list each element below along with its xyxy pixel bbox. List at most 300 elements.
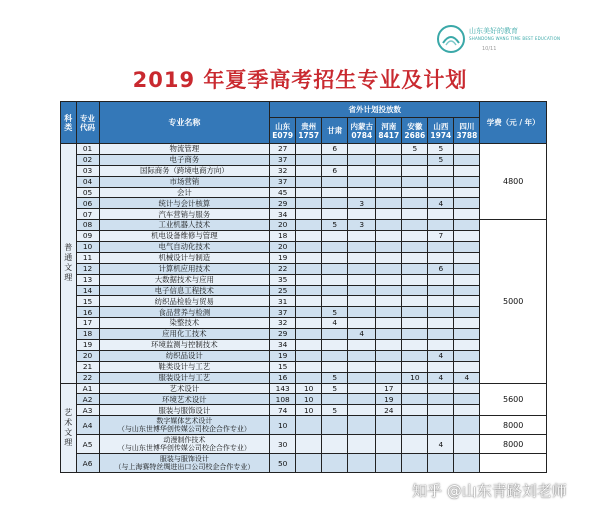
major-name-main: 动漫制作技术 <box>163 435 206 444</box>
tuition-fee <box>480 454 547 473</box>
table-row <box>61 307 547 318</box>
major-code: A5 <box>76 435 99 454</box>
plan-count <box>402 435 428 454</box>
plan-count <box>454 307 480 318</box>
plan-count <box>428 394 454 405</box>
plan-count <box>402 329 428 340</box>
province-name: 内蒙古 <box>350 121 374 131</box>
major-name: 电子信息工程技术 <box>99 285 270 296</box>
table-row <box>61 318 547 329</box>
plan-count: 45 <box>270 187 296 198</box>
plan-count <box>348 383 376 394</box>
plan-count <box>376 176 402 187</box>
major-name: 鞋类设计与工艺 <box>99 361 270 372</box>
province-code: 2686 <box>404 130 426 140</box>
plan-count <box>296 263 322 274</box>
plan-count <box>348 350 376 361</box>
plan-count <box>348 209 376 220</box>
major-name: 汽车营销与服务 <box>99 209 270 220</box>
major-name: 电气自动化技术 <box>99 242 270 253</box>
plan-count <box>322 242 348 253</box>
table-row <box>61 372 547 383</box>
plan-count: 5 <box>428 154 454 165</box>
major-name: 艺术设计 <box>99 383 270 394</box>
plan-count <box>454 285 480 296</box>
plan-count <box>296 454 322 473</box>
plan-count <box>296 242 322 253</box>
plan-count <box>322 340 348 351</box>
plan-count <box>296 329 322 340</box>
major-code: 10 <box>76 242 99 253</box>
plan-count <box>402 285 428 296</box>
major-name: 环境监测与控制技术 <box>99 340 270 351</box>
plan-count <box>376 350 402 361</box>
category-general: 普通文理 <box>61 144 77 384</box>
table-row <box>61 361 547 372</box>
plan-count: 3 <box>348 198 376 209</box>
plan-count <box>376 340 402 351</box>
plan-count <box>454 405 480 416</box>
plan-count <box>322 231 348 242</box>
province-name: 山东 <box>275 121 291 131</box>
plan-count <box>296 176 322 187</box>
plan-count <box>348 165 376 176</box>
table-row <box>61 329 547 340</box>
plan-count <box>376 318 402 329</box>
plan-count <box>428 416 454 435</box>
major-name-partner: （与山东世博华创传媒公司校企合作专业） <box>117 444 251 453</box>
plan-count: 4 <box>428 435 454 454</box>
major-code: 11 <box>76 252 99 263</box>
plan-count <box>348 454 376 473</box>
plan-count <box>428 296 454 307</box>
plan-count <box>296 144 322 155</box>
plan-count <box>402 187 428 198</box>
plan-count <box>376 165 402 176</box>
province-name: 四川 <box>459 121 475 131</box>
plan-count: 5 <box>322 307 348 318</box>
plan-count <box>454 144 480 155</box>
plan-count: 5 <box>428 144 454 155</box>
major-code: 14 <box>76 285 99 296</box>
plan-count <box>454 350 480 361</box>
plan-count <box>402 263 428 274</box>
table-row <box>61 435 547 454</box>
plan-count <box>428 318 454 329</box>
major-code: 12 <box>76 263 99 274</box>
plan-count <box>402 350 428 361</box>
plan-count <box>376 307 402 318</box>
plan-count <box>402 361 428 372</box>
major-code: 22 <box>76 372 99 383</box>
school-logo <box>436 22 566 56</box>
table-row <box>61 454 547 473</box>
plan-count <box>454 340 480 351</box>
plan-count <box>428 405 454 416</box>
province-code: 0784 <box>351 130 373 140</box>
plan-count <box>322 329 348 340</box>
plan-count <box>454 329 480 340</box>
plan-count <box>376 285 402 296</box>
table-row <box>61 144 547 155</box>
plan-count <box>454 252 480 263</box>
plan-count <box>454 231 480 242</box>
plan-count <box>348 187 376 198</box>
plan-count <box>348 340 376 351</box>
plan-count <box>376 296 402 307</box>
header-province <box>270 118 296 144</box>
major-code: 17 <box>76 318 99 329</box>
plan-count <box>454 176 480 187</box>
tuition-fee: 8000 <box>480 435 547 454</box>
plan-count <box>296 165 322 176</box>
plan-count <box>296 198 322 209</box>
plan-count <box>376 209 402 220</box>
plan-count: 7 <box>428 231 454 242</box>
table-row <box>61 394 547 405</box>
table-row <box>61 209 547 220</box>
plan-count <box>402 307 428 318</box>
plan-count <box>322 263 348 274</box>
major-code: A6 <box>76 454 99 473</box>
tuition-fee: 5000 <box>480 220 547 383</box>
plan-count <box>376 144 402 155</box>
plan-count <box>348 405 376 416</box>
plan-count: 37 <box>270 154 296 165</box>
major-code: A1 <box>76 383 99 394</box>
plan-count <box>428 285 454 296</box>
plan-count <box>348 242 376 253</box>
plan-count: 10 <box>402 372 428 383</box>
plan-count: 10 <box>296 405 322 416</box>
plan-count <box>402 165 428 176</box>
plan-count: 25 <box>270 285 296 296</box>
header-tuition: 学费（元 / 年） <box>480 102 547 144</box>
plan-count <box>296 252 322 263</box>
province-code: 1974 <box>430 130 452 140</box>
plan-count <box>376 454 402 473</box>
major-code: A3 <box>76 405 99 416</box>
tuition-fee: 5600 <box>480 383 547 416</box>
plan-count <box>322 296 348 307</box>
major-name: 食品营养与检测 <box>99 307 270 318</box>
plan-count <box>454 318 480 329</box>
table-row <box>61 296 547 307</box>
table-row <box>61 350 547 361</box>
plan-count <box>402 318 428 329</box>
plan-count <box>402 209 428 220</box>
major-name <box>99 435 270 454</box>
plan-count: 19 <box>376 394 402 405</box>
plan-count <box>428 220 454 231</box>
table-row <box>61 285 547 296</box>
plan-count <box>322 209 348 220</box>
plan-count <box>296 220 322 231</box>
plan-count <box>296 187 322 198</box>
major-name: 工业机器人技术 <box>99 220 270 231</box>
plan-count <box>348 154 376 165</box>
plan-count <box>402 231 428 242</box>
plan-count <box>402 176 428 187</box>
table-row <box>61 187 547 198</box>
header-province <box>296 118 322 144</box>
plan-count <box>296 372 322 383</box>
plan-count <box>348 274 376 285</box>
major-code: A4 <box>76 416 99 435</box>
plan-count <box>428 165 454 176</box>
plan-count: 4 <box>348 329 376 340</box>
major-name: 服装设计与工艺 <box>99 372 270 383</box>
major-code: 04 <box>76 176 99 187</box>
plan-count <box>322 154 348 165</box>
table-row <box>61 242 547 253</box>
major-name: 计算机应用技术 <box>99 263 270 274</box>
plan-count <box>322 285 348 296</box>
major-code: 05 <box>76 187 99 198</box>
plan-count: 37 <box>270 176 296 187</box>
province-name: 甘肃 <box>327 126 343 135</box>
plan-count <box>454 242 480 253</box>
plan-count <box>402 454 428 473</box>
plan-count: 32 <box>270 165 296 176</box>
plan-count: 108 <box>270 394 296 405</box>
plan-count: 4 <box>428 372 454 383</box>
plan-count <box>454 361 480 372</box>
tuition-fee: 4800 <box>480 144 547 220</box>
province-name: 山西 <box>433 121 449 131</box>
plan-count: 143 <box>270 383 296 394</box>
plan-count <box>322 274 348 285</box>
plan-count: 37 <box>270 307 296 318</box>
plan-count <box>454 274 480 285</box>
plan-count <box>428 242 454 253</box>
table-row <box>61 274 547 285</box>
plan-count: 6 <box>322 165 348 176</box>
major-code: 13 <box>76 274 99 285</box>
major-code: 03 <box>76 165 99 176</box>
plan-count: 10 <box>296 394 322 405</box>
major-name: 机械设计与制造 <box>99 252 270 263</box>
plan-count: 5 <box>322 220 348 231</box>
page-number: 10/11 <box>482 46 497 52</box>
plan-count <box>296 318 322 329</box>
plan-count: 15 <box>270 361 296 372</box>
plan-count <box>454 154 480 165</box>
plan-count <box>402 383 428 394</box>
plan-count <box>454 263 480 274</box>
plan-count <box>402 340 428 351</box>
plan-count <box>376 187 402 198</box>
plan-count: 16 <box>270 372 296 383</box>
plan-count <box>376 198 402 209</box>
table-row <box>61 231 547 242</box>
province-code: 3788 <box>456 130 478 140</box>
plan-count: 4 <box>454 372 480 383</box>
header-out-of-province-plan: 省外计划投放数 <box>270 102 480 118</box>
major-name: 纺织品检验与贸易 <box>99 296 270 307</box>
plan-count <box>454 187 480 198</box>
plan-count: 50 <box>270 454 296 473</box>
major-code: 16 <box>76 307 99 318</box>
plan-count: 24 <box>376 405 402 416</box>
major-name-partner: （与山东世博华创传媒公司校企合作专业） <box>117 425 251 434</box>
major-code: 02 <box>76 154 99 165</box>
plan-count: 5 <box>322 383 348 394</box>
logo-name: 山东美好的教育 <box>469 27 518 35</box>
plan-count <box>454 209 480 220</box>
major-code: 20 <box>76 350 99 361</box>
plan-count <box>402 405 428 416</box>
plan-count <box>296 154 322 165</box>
major-name: 电子商务 <box>99 154 270 165</box>
header-province <box>348 118 376 144</box>
plan-count: 22 <box>270 263 296 274</box>
plan-count <box>428 340 454 351</box>
plan-count: 34 <box>270 209 296 220</box>
major-name: 染整技术 <box>99 318 270 329</box>
header-province <box>428 118 454 144</box>
table-row <box>61 252 547 263</box>
plan-count: 5 <box>322 372 348 383</box>
plan-count <box>296 231 322 242</box>
plan-count <box>428 274 454 285</box>
plan-count <box>322 176 348 187</box>
plan-count <box>402 242 428 253</box>
plan-count <box>376 274 402 285</box>
plan-count <box>322 454 348 473</box>
plan-count: 5 <box>402 144 428 155</box>
plan-count: 29 <box>270 198 296 209</box>
plan-count <box>348 416 376 435</box>
plan-count <box>296 209 322 220</box>
major-name-partner: （与上海赛特丝绸进出口公司校企合作专业） <box>114 463 255 472</box>
major-name: 统计与会计核算 <box>99 198 270 209</box>
plan-count <box>348 372 376 383</box>
plan-count <box>348 296 376 307</box>
plan-count: 19 <box>270 350 296 361</box>
table-row <box>61 340 547 351</box>
plan-count <box>454 296 480 307</box>
plan-count <box>296 285 322 296</box>
major-name: 环境艺术设计 <box>99 394 270 405</box>
table-row <box>61 154 547 165</box>
plan-count: 20 <box>270 220 296 231</box>
major-code: 18 <box>76 329 99 340</box>
header-major-name: 专业名称 <box>99 102 270 144</box>
plan-count: 19 <box>270 252 296 263</box>
plan-count <box>376 416 402 435</box>
plan-count <box>348 394 376 405</box>
table-row <box>61 263 547 274</box>
table-row <box>61 405 547 416</box>
plan-count <box>376 361 402 372</box>
plan-count <box>322 198 348 209</box>
plan-count <box>454 198 480 209</box>
major-name: 国际商务（跨境电商方向） <box>99 165 270 176</box>
major-code: 09 <box>76 231 99 242</box>
plan-count: 4 <box>428 198 454 209</box>
plan-count <box>348 361 376 372</box>
province-name: 河南 <box>381 121 397 131</box>
enrollment-table <box>60 101 547 473</box>
table-row <box>61 165 547 176</box>
plan-count <box>402 394 428 405</box>
plan-count: 20 <box>270 242 296 253</box>
plan-count <box>348 144 376 155</box>
plan-count <box>322 361 348 372</box>
plan-count <box>322 252 348 263</box>
province-name: 安徽 <box>407 121 423 131</box>
major-name <box>99 454 270 473</box>
tuition-fee: 8000 <box>480 416 547 435</box>
plan-count <box>454 383 480 394</box>
header-code: 专业代码 <box>76 102 99 144</box>
major-name: 机电设备维修与管理 <box>99 231 270 242</box>
header-province <box>454 118 480 144</box>
plan-count <box>296 361 322 372</box>
major-name-main: 数字媒体艺术设计 <box>156 416 213 425</box>
plan-count: 32 <box>270 318 296 329</box>
plan-count <box>296 340 322 351</box>
plan-count <box>376 372 402 383</box>
plan-count <box>296 435 322 454</box>
plan-count <box>348 435 376 454</box>
page-title: 2019 年夏季高考招生专业及计划 <box>132 68 468 92</box>
plan-count <box>376 252 402 263</box>
plan-count <box>428 307 454 318</box>
plan-count <box>348 231 376 242</box>
table-row <box>61 176 547 187</box>
plan-count <box>348 285 376 296</box>
plan-count <box>402 296 428 307</box>
major-code: 15 <box>76 296 99 307</box>
major-code: A2 <box>76 394 99 405</box>
header-province <box>376 118 402 144</box>
province-code: 1757 <box>298 130 320 140</box>
major-code: 01 <box>76 144 99 155</box>
plan-count: 3 <box>348 220 376 231</box>
plan-count: 4 <box>428 350 454 361</box>
plan-count <box>348 252 376 263</box>
plan-count <box>402 252 428 263</box>
plan-count <box>428 187 454 198</box>
plan-count <box>428 209 454 220</box>
plan-count: 18 <box>270 231 296 242</box>
plan-count <box>428 383 454 394</box>
plan-count <box>322 187 348 198</box>
major-name: 应用化工技术 <box>99 329 270 340</box>
plan-count: 29 <box>270 329 296 340</box>
plan-count <box>402 220 428 231</box>
major-name: 服装与服饰设计 <box>99 405 270 416</box>
plan-count: 35 <box>270 274 296 285</box>
table-row <box>61 383 547 394</box>
plan-count <box>454 416 480 435</box>
plan-count <box>296 296 322 307</box>
plan-count <box>454 165 480 176</box>
major-name <box>99 416 270 435</box>
plan-count <box>376 263 402 274</box>
plan-count <box>428 252 454 263</box>
plan-count <box>296 416 322 435</box>
plan-count <box>376 435 402 454</box>
plan-count <box>348 318 376 329</box>
plan-count <box>296 307 322 318</box>
plan-count <box>348 307 376 318</box>
plan-count <box>402 416 428 435</box>
plan-count: 6 <box>322 144 348 155</box>
plan-count: 30 <box>270 435 296 454</box>
